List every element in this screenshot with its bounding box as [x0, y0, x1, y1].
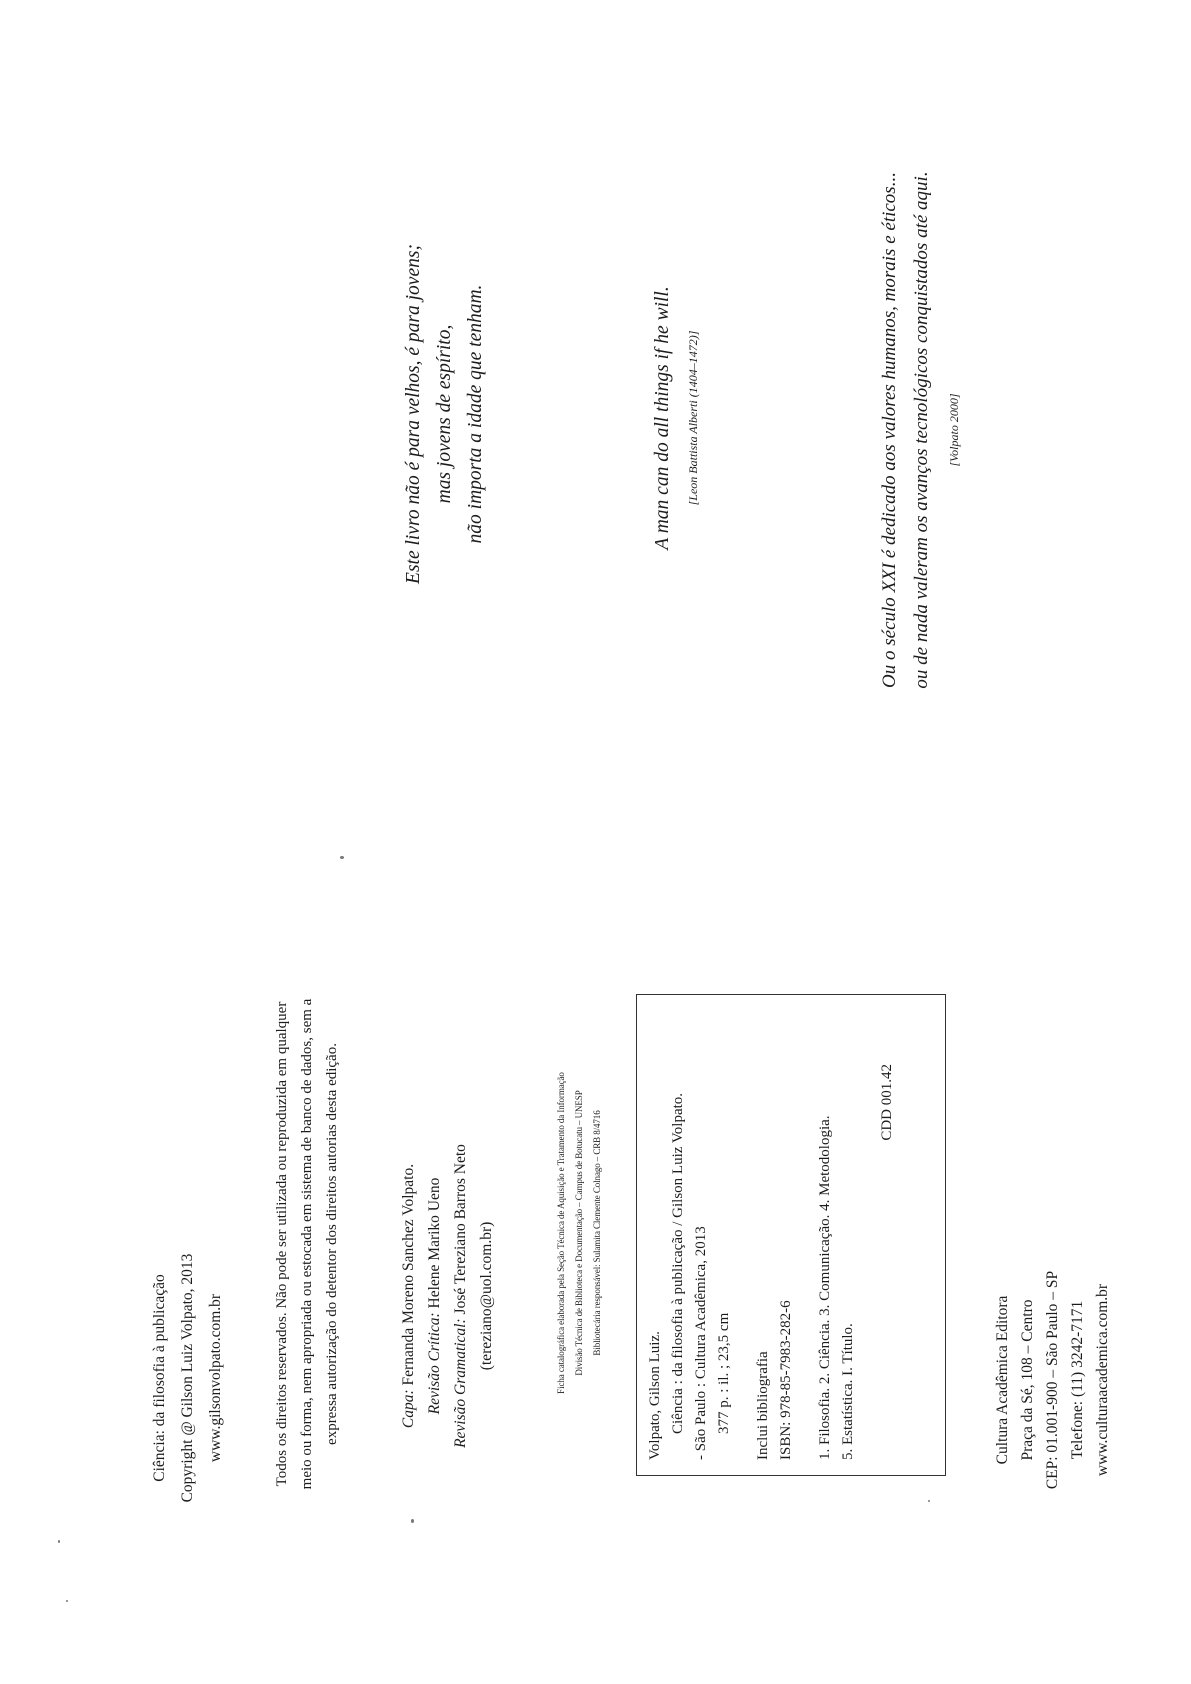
- scan-speck: [58, 1540, 60, 1543]
- credits-block: [396, 1066, 500, 1526]
- publisher-name: Cultura Acadêmica Editora: [994, 1295, 1011, 1465]
- dedication-line: mas jovens de espírito,: [434, 324, 455, 504]
- rights-line: Todos os direitos reservados. Não pode ser utilizada ou reproduzida em qualquer: [274, 1001, 290, 1487]
- grammar-review-credit: Revisão Gramatical: José Tereziano Barros Neto: [452, 1144, 469, 1448]
- dedication-line: Este livro não é para velhos, é para jovens;: [403, 244, 424, 584]
- publisher-address: Praça da Sé, 108 – Centro: [1019, 1299, 1036, 1461]
- website-line: www.gilsonvolpato.com.br: [207, 1293, 224, 1463]
- catalog-imprint: - São Paulo : Cultura Acadêmica, 2013: [693, 1226, 709, 1460]
- quote-attribution: [Leon Battista Alberti (1404–1472)]: [686, 330, 700, 506]
- copyright-line: Copyright @ Gilson Luiz Volpato, 2013: [179, 1253, 196, 1503]
- catalog-header-line: Ficha catalográfica elaborada pela Seção Técnica de Aquisição e Tratamento da Informação: [556, 1072, 566, 1394]
- scan-speck: [340, 856, 344, 859]
- catalog-bibliography: Inclui bibliografia: [755, 1351, 771, 1460]
- catalog-cdd: CDD 001.42: [879, 1064, 895, 1141]
- publisher-website: www.culturaacademica.com.br: [1094, 1283, 1111, 1477]
- catalog-card: [644, 1004, 899, 1460]
- dedication-epigraph-2: [648, 258, 708, 578]
- dedication-line: não importa a idade que tenham.: [465, 284, 486, 544]
- cover-credit: Capa: Fernanda Moreno Sanchez Volpato.: [400, 1163, 417, 1429]
- catalog-isbn: ISBN: 978-85-7983-282-6: [778, 1300, 794, 1460]
- rights-line: meio ou forma, nem apropriada ou estocada em sistema de banco de dados, sem a: [299, 998, 315, 1490]
- rights-notice: [270, 954, 345, 1534]
- publisher-phone: Telefone: (11) 3242-7171: [1069, 1300, 1086, 1460]
- catalog-title: Ciência : da filosofia à publicação / Gilson Luiz Volpato.: [670, 1092, 686, 1434]
- catalog-author: Volpato, Gilson Luiz.: [647, 1331, 663, 1460]
- catalog-card-header: [552, 978, 606, 1488]
- rights-line: expressa autorização do detentor dos direitos autorias desta edição.: [324, 1043, 340, 1445]
- dedication-attribution: [Volpato 2000]: [947, 393, 961, 467]
- scan-speck: [928, 1500, 930, 1502]
- catalog-header-line: Divisão Técnica de Biblioteca e Documentação – Campus de Botucatu – UNESP: [574, 1090, 584, 1376]
- dedication-line: Ou o século XXI é dedicado aos valores humanos, morais e éticos...: [879, 172, 900, 688]
- catalog-subjects: 1. Filosofia. 2. Ciência. 3. Comunicação. 4. Metodologia.: [817, 1115, 833, 1460]
- scan-speck: [66, 1600, 68, 1602]
- quote-line: A man can do all things if he will.: [652, 286, 673, 550]
- grammar-review-email: (tereziano@uol.com.br): [478, 1221, 495, 1371]
- book-title: Ciência: da filosofia à publicação: [151, 1274, 168, 1482]
- copyright-block: [146, 1168, 230, 1588]
- dedication-epigraph-3: [874, 130, 970, 730]
- catalog-pages: 377 p. : il. ; 23,5 cm: [716, 1312, 732, 1434]
- publisher-cep: CEP: 01.001-900 – São Paulo – SP: [1044, 1270, 1061, 1490]
- catalog-header-line: Bibliotecária responsável: Sulamita Clemente Colnago – CRB 8/4716: [592, 1110, 602, 1356]
- critical-review-credit: Revisão Crítica: Helene Mariko Ueno: [426, 1177, 443, 1415]
- scan-speck: [411, 1519, 414, 1523]
- catalog-subjects: 5. Estatística. I. Título.: [840, 1323, 856, 1460]
- publisher-block: [990, 1240, 1115, 1520]
- dedication-line: ou de nada valeram os avanços tecnológicos conquistados até aqui.: [911, 171, 932, 689]
- dedication-epigraph-1: [398, 214, 491, 614]
